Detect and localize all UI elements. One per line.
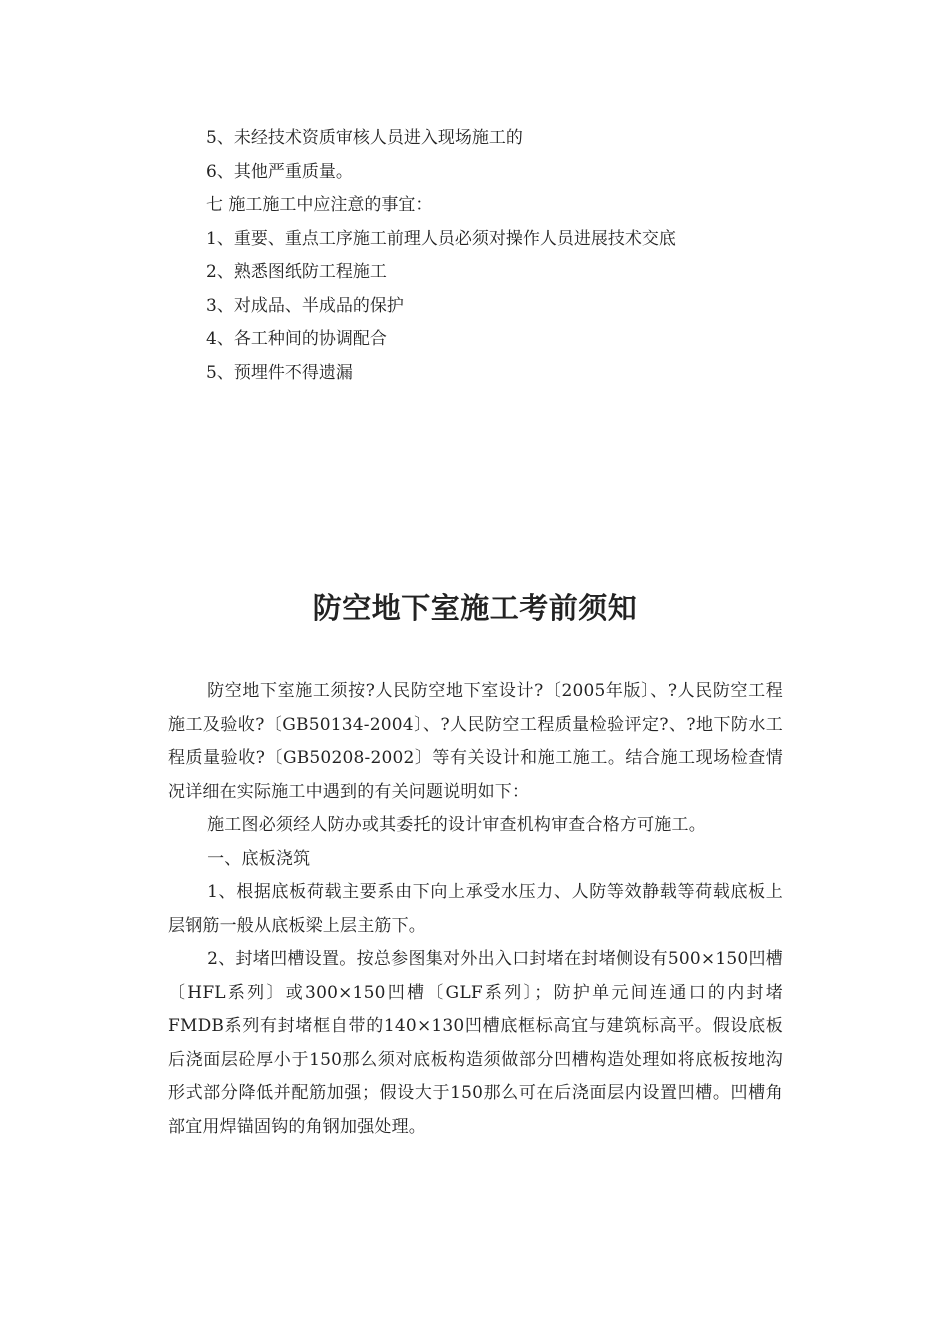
paragraph: 施工图必须经人防办或其委托的设计审查机构审查合格方可施工。 bbox=[207, 815, 706, 835]
list-item: 6、其他严重质量。 bbox=[206, 161, 353, 182]
document-title: 防空地下室施工考前须知 bbox=[312, 591, 638, 625]
list-item: 5、预埋件不得遗漏 bbox=[206, 362, 353, 383]
list-item: 2、熟悉图纸防工程施工 bbox=[206, 262, 387, 282]
paragraph: 2、封堵凹槽设置。按总参图集对外出入口封堵在封堵侧设有500×150凹槽〔HFL系列〕或300×150凹槽〔GLF系列〕；防护单元间连通口的内封堵FMDB系列有封堵框自带的140×130凹槽底框标高宜与建筑标高平。假设底板后浇面层砼厚小于150那么须对底板构造须做部分凹槽构造处理如将底板按地沟形式部分降低并配筋加强；假设大于150那么可在后浇面层内设置凹槽。凹槽角部宜用焊锚固钩的角钢加强处理。 bbox=[168, 949, 783, 1137]
paragraph: 防空地下室施工须按?人民防空地下室设计?〔2005年版〕、?人民防空工程施工及验收?〔GB50134-2004〕、?人民防空工程质量检验评定?、?地下防水工程质量验收?〔GB50208-2002〕等有关设计和施工施工。结合施工现场检查情况详细在实际施工中遇到的有关问题说明如下： bbox=[168, 681, 783, 802]
list-item: 3、对成品、半成品的保护 bbox=[206, 295, 404, 316]
body-text bbox=[168, 675, 783, 1144]
list-item: 4、各工种间的协调配合 bbox=[206, 329, 387, 349]
paragraph: 1、根据底板荷载主要系由下向上承受水压力、人防等效静载等荷载底板上层钢筋一般从底板梁上层主筋下。 bbox=[168, 882, 783, 936]
top-list bbox=[206, 122, 846, 390]
list-item: 七 施工施工中应注意的事宜： bbox=[206, 195, 433, 215]
section-heading: 一、底板浇筑 bbox=[207, 848, 311, 869]
list-item: 1、重要、重点工序施工前理人员必须对操作人员进展技术交底 bbox=[206, 228, 676, 249]
list-item: 5、未经技术资质审核人员进入现场施工的 bbox=[206, 128, 523, 148]
